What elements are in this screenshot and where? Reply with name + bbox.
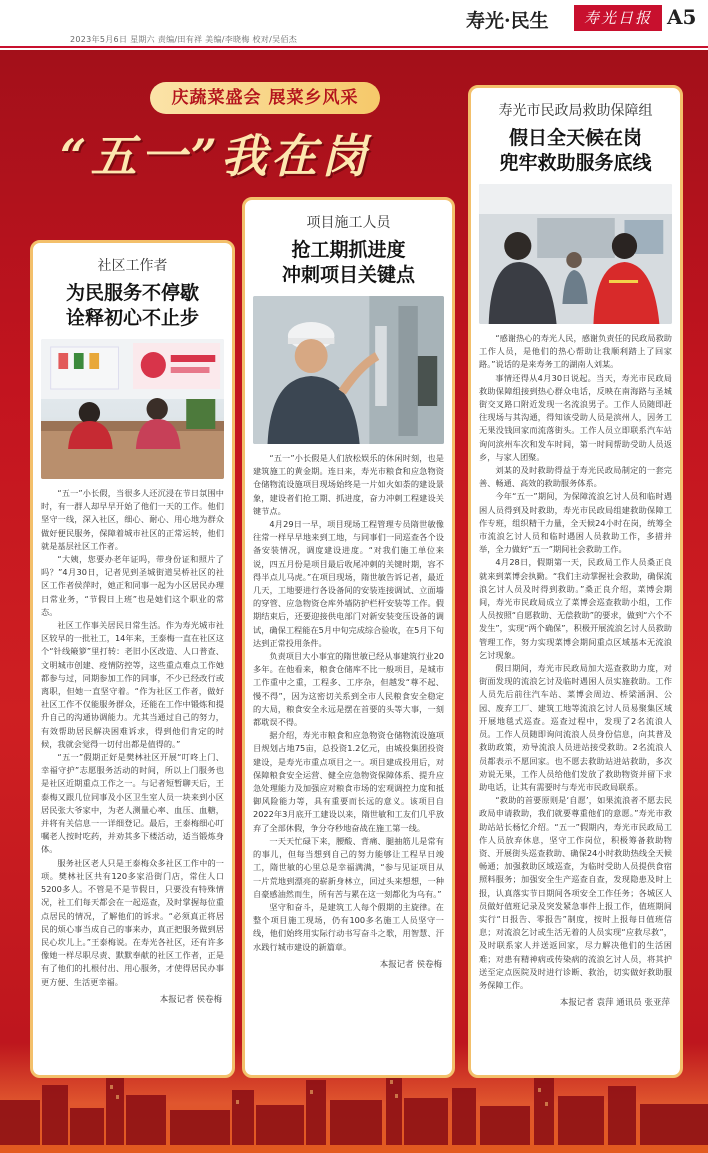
article-paragraph: “五一”假期正好是樊林社区开展“叮咚上门、幸福守护”志愿服务活动的时间，所以上门服务也是社区近期重点工作之一。与记者短暂聊天后，王泰梅又跟几位同事及小区卫生室人员一块来到小区居民张大爷家中，为老人测量心率、血压、血糖，并将有关信息一一详细登记。最后，王泰梅细心叮嘱老人按时吃药，并劝其多下楼活动，适当锻炼身体。: [41, 752, 224, 855]
article-kicker: 社区工作者: [97, 258, 168, 274]
article-civil-affairs-rescue: [468, 85, 683, 1078]
article-paragraph: 假日期间，寿光市民政局加大巡查救助力度，对街面发现的流浪乞讨及临时遇困人员实施救助。工作人员先后前往汽车站、菜博会周边、桥梁涵洞、公园、废弃工厂、建筑工地等流浪乞讨人员易聚集区域开展地毯式巡查。巡查过程中，发现了2名流浪人员。工作人员随即询问流浪人员身份信息，向其普及救助政策，劝导流浪人员进站接受救助。2名流浪人员都表示不愿回家。也不愿去救助站进站救助，多次劝说无果，工作人员给他们发放了救助物资并留下求助电话，让其有需要时与寿光市民政局联系。: [479, 663, 672, 792]
article-headline: [477, 126, 674, 176]
headline-line: 抢工期抓进度: [291, 239, 406, 261]
feature-title: “五一”我在岗: [60, 129, 371, 183]
headline-line: 假日全天候在岗: [508, 127, 642, 149]
article-byline: 本报记者 袁萍 通讯员 张亚萍: [559, 998, 670, 1009]
masthead: [0, 0, 708, 50]
article-paragraph: 刘某的及时救助得益于寿光民政局制定的一套完善、畅通、高效的救助服务体系。: [479, 465, 672, 489]
article-paragraph: 据介绍，寿光市粮食和应急物资仓储物流设施项目规划占地75亩，总投资1.2亿元，由城投集团投资建设，是寿光市重点项目之一。项目建成投用后，对保障粮食安全运营、健全应急物资保障体系、提升应急处理能力及加强应对粮食市场的宏观调控力度和抵御风险能力等，具有重要而长远的意义。该项目自2022年3月底开工建设以来，隋世敏和工友们几乎放弃了全部休假，争分夺秒地奋战在施工第一线。: [253, 730, 444, 833]
article-paragraph: 服务社区老人只是王泰梅众多社区工作中的一项。樊林社区共有120多家沿街门店，常住人口5200多人。不管是不是节假日，只要没有特殊情况，社工们每天都会在一起巡查，及时掌握每位重点居民的情况，了解他们的诉求。“必须真正将居民的烦心事当成自己的事来办，真正把服务做到居民心坎儿上。”王泰梅说。在寿光各社区，还有许多像她一样尽职尽责、默默奉献的社区工作者，正是有了他们的扎根付出、用心服务，才使得居民办事更方便、生活更幸福。: [41, 857, 224, 987]
article-paragraph: 一天天忙碌下来，腰酸、背痛、腿抽筋儿是常有的事儿，但每当想到自己的努力能够让工程早日竣工，隋世敏的心里总是幸福满满，“参与见证项目从一片荒地到漂亮的崭新身林立，回过头来想想，一种自豪感油然而生，所有苦与累在这一刻都化为乌有。”: [253, 835, 444, 899]
article-paragraph: “救助的首要原则是‘自愿’，如果流浪者不愿去民政局申请救助，我们就要尊重他们的意愿。”寿光市救助站站长杨忆介绍。“五一”假期内，寿光市民政局工作人员放弃休息，坚守工作岗位，积极筹备救助物资、开展街头巡查救助、确保24小时救助热线全天候畅通；加强救助区域巡查，为临时受助人员提供食宿照料服务；加强安全生产巡查自查，发现隐患及时上报，认真落实节日期间各项安全工作任务；各城区人员做好值班记录及突发紧急事件上报工作，值班期间实行“日报告、零报告”制度，按时上报每日值班信息；对流浪乞讨或生活无着的人员实现“应救尽救”，及时联系家人并送返回家，尽力解决他们的生活困难；对患有精神病或传染病的流浪乞讨人员，将其护送至定点医院及时进行诊断、救治，切实做好救助服务保障工作。: [479, 795, 672, 990]
edition-info: 2023年5月6日 星期六 责编/田有祥 美编/李晓梅 校对/吴佰杰: [70, 35, 297, 44]
article-body: [245, 452, 452, 954]
article-paragraph: “感谢热心的寿光人民，感谢负责任的民政局救助工作人员，是他们的热心帮助让我顺利踏上了回家路。”说话的是来寿务工的湖南人刘某。: [479, 333, 672, 370]
page-number: A5: [667, 5, 697, 29]
article-body: [33, 487, 232, 989]
headline-line: 冲刺项目关键点: [281, 264, 415, 286]
article-paragraph: 今年“五一”期间，为保障流浪乞讨人员和临时遇困人员得到及时救助，寿光市民政局组建救助保障工作专班，组织精干力量，全天候24小时在岗，统筹全市流浪乞讨人员和临时遇困人员救助工作，多措并举，全力做好“五一”期间社会救助工作。: [479, 491, 672, 555]
feature-banner: 庆蔬菜盛会 展菜乡风采: [150, 82, 380, 114]
headline-line: 为民服务不停歇: [65, 282, 199, 304]
article-headline: [251, 238, 446, 288]
article-community-worker: [30, 240, 235, 1078]
article-byline: 本报记者 侯卷梅: [379, 959, 442, 970]
headline-line: 兜牢救助服务底线: [499, 152, 652, 174]
construction-worker-photo: [253, 296, 444, 444]
article-kicker: 寿光市民政局救助保障组: [498, 103, 653, 119]
article-paragraph: “五一”小长假是人们放松娱乐的休闲时刻，也是建筑施工的黄金期。连日来，寿光市粮食和应急物资仓储物流设施项目现场始终是一片如火如荼的建设景象，建设者们抢工期、抓进度，奋力冲刺工程建设关键节点。: [253, 453, 444, 516]
masthead-rule: [0, 46, 708, 48]
article-paragraph: 坚守和奋斗，是建筑工人每个假期的主旋律。在整个项目施工现场，仍有100多名施工人员坚守一线，他们始终用实际行动书写奋斗之歌，用智慧、汗水践行城市建设的新篇章。: [253, 901, 444, 952]
article-paragraph: 负责项目大小事宜的隋世敏已经从事建筑行业20多年。在他看来，粮食仓储库不比一般项目，是城市工作重中之重，工程多、工序杂，但越发“尊不起、慢不得”，因为这密切关系到全市人民粮食安全稳定的大局，粮食安全永远是摆在首要的头等大事，一刻都耽误不得。: [253, 651, 444, 728]
article-headline: [39, 281, 226, 331]
article-paragraph: “大姨，您要办老年证吗，带身份证和照片了吗？”4月30日，记者见到圣城街道吴桥社区的社区工作者侯萍时，她正和同事一起为小区居民办理日常业务，“节假日上班”也是她们这个职业的常态。: [41, 554, 224, 617]
feature-stage: [0, 50, 708, 1153]
headline-line: 诠释初心不止步: [65, 307, 199, 329]
article-paragraph: 4月29日一早，项目现场工程管理专员隋世敏像往常一样早早地来到工地，与同事们一同巡查各个设备安装情况，调度建设进度。“对我们施工单位来说，四五月份是项目最后收尾冲刺的关键时期，容不得半点儿马虎。”在项目现场，隋世敏告诉记者，最近几天，工地要进行各设备间的安装连接调试、立面墙的穿管、应急物资仓库外墙防护栏杆安装等工作。假期结束后，还要迎接供电部门对新安装变压设备的调试，确保工程能在5月中旬完成综合验收，在5月下旬达到正常投用条件。: [253, 519, 444, 648]
newspaper-logo: 寿光日报: [574, 5, 662, 31]
article-byline: 本报记者 侯卷梅: [159, 994, 222, 1005]
article-paragraph: 社区工作事关居民日常生活。作为寿光城市社区较早的一批社工，14年来，王泰梅一直在社区这个“针线簸箩”里打转：老旧小区改造、人口普查、文明城市创建、疫情防控等，这些重点难点工作她都参与过，同期参加工作的同事，不少已经改行或离职，但她一直坚守着。“作为社区工作者，做好社区工作不仅能服务群众，还能在工作中锻炼和提升自己的沟通协调能力。尤其当通过自己的努力，有效帮助居民解决困难诉求，得到他们肯定的时候，我就会觉得一切付出都是值得的。”: [41, 620, 224, 749]
article-paragraph: 事情还得从4月30日说起。当天，寿光市民政局救助保障组接到热心群众电话，反映在南海路与圣城街交叉路口附近发现一名流浪男子。工作人员随即赶往现场与其沟通，得知该受助人员是滨州人，因务工无果没钱回家而流落街头。工作人员立即联系汽车站询问滨州车次和发车时间，第一时间帮助受助人员返乡，与家人团聚。: [479, 372, 672, 462]
community-office-photo: [41, 339, 224, 479]
section-title: 寿光·民生: [466, 10, 549, 32]
article-body: [471, 332, 680, 992]
rescue-station-photo: [479, 184, 672, 324]
article-construction-worker: [242, 197, 455, 1078]
article-paragraph: “五一”小长假，当很多人还沉浸在节日氛围中时，有一群人却早早开始了他们一天的工作。他们坚守一线，深入社区，细心、耐心、用心地为群众做好便民服务，保障着城市社区的正常运转，他们就是基层社区工作者。: [41, 488, 224, 551]
article-paragraph: 4月28日，假期第一天，民政局工作人员桑正良就来到菜博会执勤。“我们主动掌握社会救助，确保流浪乞讨人员及时得到救助。”桑正良介绍，菜博会期间，寿光市民政局成立了菜博会巡查救助小组，工作人员按照“自愿救助、无偿救助”的要求，做到“六个不发生”，实现“两个确保”，积极开展流浪乞讨人员救助管理工作，努力实现菜博会期间重点区域基本无流浪乞讨现象。: [479, 557, 672, 660]
article-kicker: 项目施工人员: [306, 215, 391, 231]
